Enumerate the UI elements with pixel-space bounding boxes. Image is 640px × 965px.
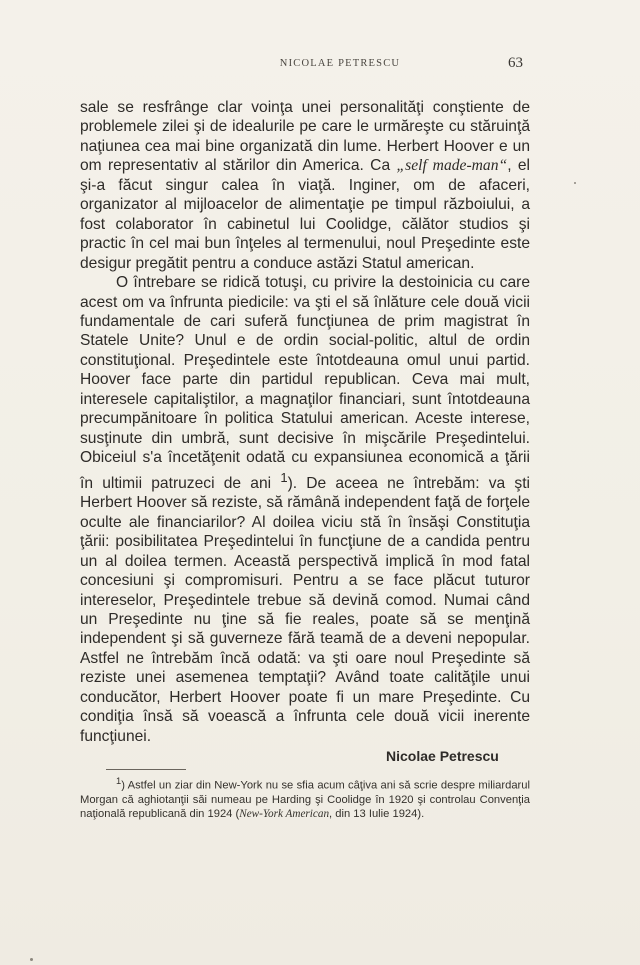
paragraph-1-text-a: sale se resfrânge clar voinţa unei personalităţi conştiente de problemele zilei şi de idealurile pe care le urmăreşte cu stăruinţă naţiunea cea mai bine organizată din lume. Herbert Hoover e un om representativ al stărilor din America. Ca: [80, 99, 530, 175]
newspaper-title: New-York American: [239, 807, 330, 820]
paragraph-1: [80, 98, 530, 273]
footnote-divider: [106, 769, 186, 770]
footnote-text-b: , din 13 Iulie 1924).: [329, 807, 425, 820]
footnote-marker: 1: [116, 776, 122, 786]
article-body: [80, 98, 530, 746]
paragraph-2-text-a: O întrebare se ridică totuşi, cu privire la destoinicia cu care acest om va înfrunta piedicile: va şti el să înlăture cele două vicii fundamentale de cari suferă funcţiunea de prim magistrat în Statele Unite? Unul e de ordin social-politic, altul de ordin constituţional. Preşedintele este întotdeauna omul unui partid. Hoover face parte din partidul republican. Ceva mai mult, interesele capitaliştilor, a magnaţilor financiari, sunt întotdeauna precumpănitoare în politica Statului american. Aceste interese, susţinute din umbră, sunt decisive în mişcările Preşedintelui. Obiceiul s'a încetăţenit odată cu expansiunea economică a ţării în ultimii patruzeci de ani: [80, 274, 530, 492]
footnote: [80, 774, 530, 821]
paragraph-2-text-b: ). De aceea ne întrebăm: va şti Herbert Hoover să reziste, să rămână independent faţă de forţele oculte ale financiarilor? Al doilea viciu stă în însăşi Constituţia ţării: posibilitatea Preşedintelui în funcţiune de a candida pentru un al doilea termen. Această perspectivă implică în mod fatal concesiuni şi compromisuri. Pentru a se face plăcut tuturor intereselor, Preşedintele trebue să devină comod. Numai când un Preşedinte nu ţine să fie reales, poate să se menţină independent şi să guverneze fără teamă de a deveni nepopular. Astfel ne întrebăm încă odată: va şti oare noul Preşedinte să reziste unei asemenea temptaţii? Având toate calităţile unui conducător, Herbert Hoover poate fi un mare Preşedinte. Cu condiţia însă să voească a înfrunta cele două vicii inerente funcţiunei.: [80, 474, 531, 745]
paragraph-2: [80, 273, 530, 746]
author-signature: Nicolae Petrescu: [386, 748, 499, 764]
running-head: NICOLAE PETRESCU: [279, 58, 401, 69]
paper-speck: [574, 182, 576, 184]
footnote-text-a: ) Astfel un ziar din New-York nu se sfia acum câţiva ani să scrie despre miliardarul Morgan că aghiotanţii săi numeau pe Harding şi Coolidge în 1920 şi controlau Convenţia naţională republicană din 1924 (: [80, 779, 530, 820]
page-number: 63: [508, 55, 523, 71]
self-made-man-term: „self made-man“: [396, 157, 508, 175]
footnote-reference: 1: [280, 469, 288, 485]
paper-speck: [30, 958, 33, 961]
paragraph-1-text-b: , el şi-a făcut singur calea în viaţă. Inginer, om de afaceri, organizator al mijloacelor de alimentaţie pe timpul războiului, a fost colaborator în cabinetul lui Coolidge, călător studios şi practic în cel mai bun înţeles al termenului, noul Preşedinte este desigur pregătit pentru a conduce astăzi Statul american.: [80, 157, 530, 272]
footnote-text: [80, 774, 530, 821]
